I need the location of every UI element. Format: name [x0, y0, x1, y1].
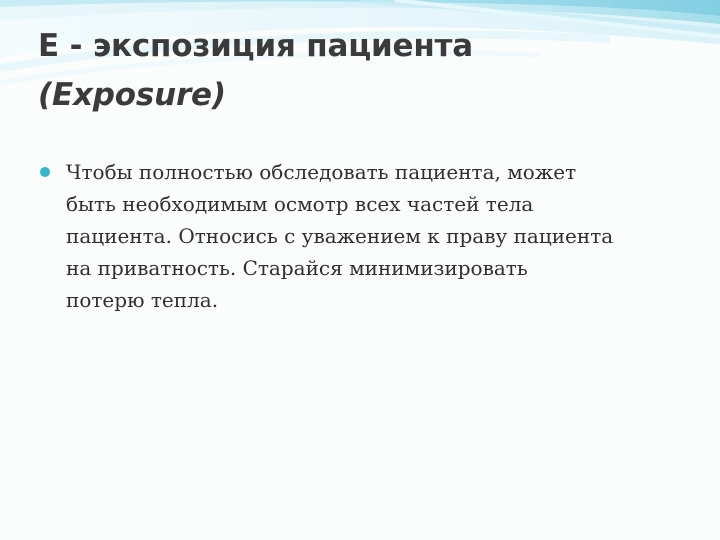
- title-line-2: (Exposure): [38, 77, 226, 113]
- bullet-line-3: пациента. Относись с уважением к праву пациента: [66, 224, 614, 248]
- slide-content: [40, 156, 700, 316]
- bullet-dot-icon: [40, 167, 50, 177]
- bullet-line-4: на приватность. Старайся минимизировать: [66, 256, 528, 280]
- title-line-1: E - экспозиция пациента: [38, 28, 474, 64]
- bullet-line-5: потерю тепла.: [66, 288, 219, 312]
- bullet-item: [40, 156, 700, 316]
- slide-title: [38, 22, 473, 120]
- bullet-line-1: Чтобы полностью обследовать пациента, может: [66, 160, 577, 184]
- bullet-line-2: быть необходимым осмотр всех частей тела: [66, 192, 534, 216]
